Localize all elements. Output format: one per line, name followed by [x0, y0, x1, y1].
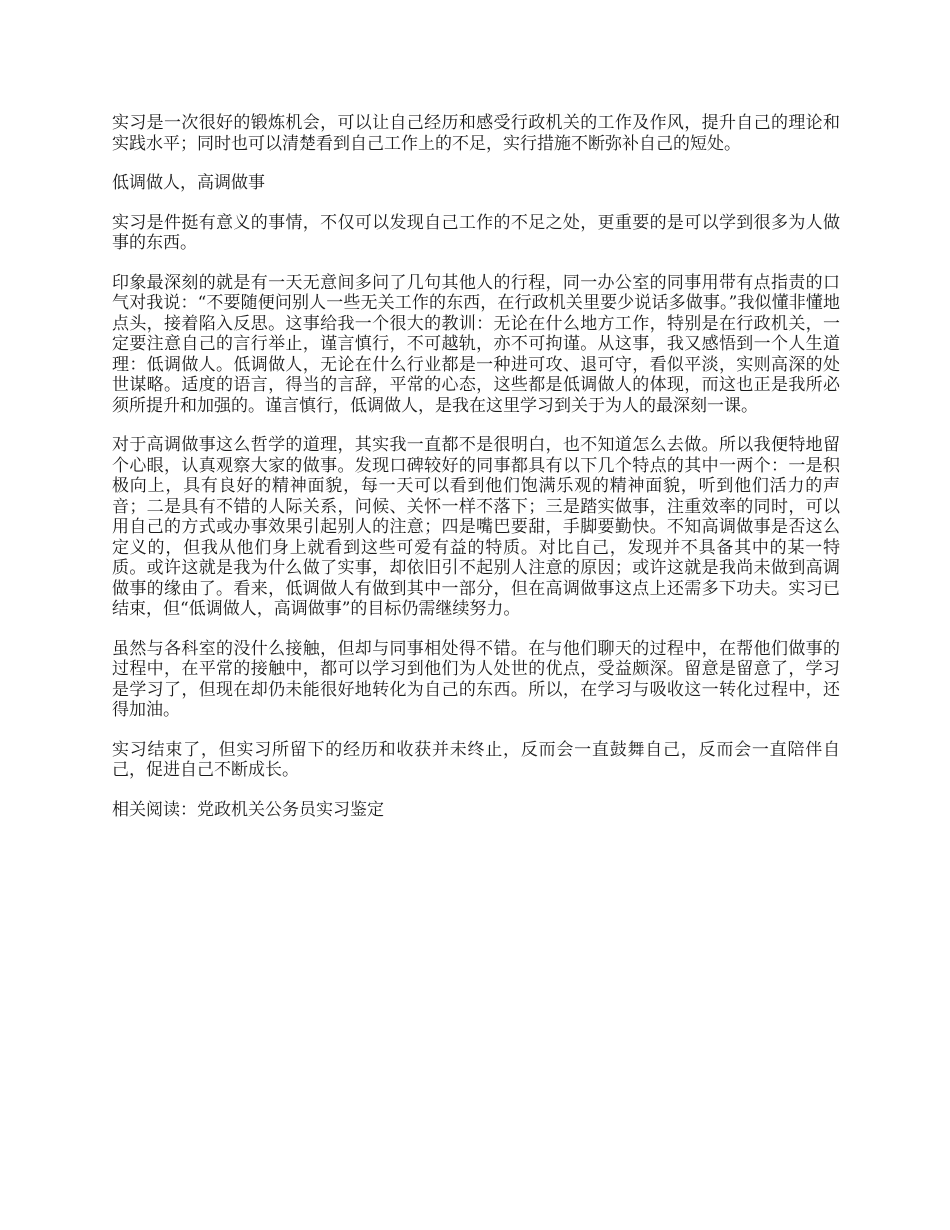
paragraph-low-profile: 印象最深刻的就是有一天无意间多问了几句其他人的行程，同一办公室的同事用带有点指责的口气对我说：“不要随便问别人一些无关工作的东西，在行政机关里要少说话多做事。”我似懂非懂地点头，接着陷入反思。这事给我一个很大的教训：无论在什么地方工作，特别是在行政机关，一定要注意自己的言行举止，谨言慎行，不可越轨，亦不可拘谨。从这事，我又感悟到一个人生道理：低调做人。低调做人，无论在什么行业都是一种进可攻、退可守，看似平淡，实则高深的处世谋略。适度的语言，得当的言辞，平常的心态，这些都是低调做人的体现，而这也正是我所必须所提升和加强的。谨言慎行，低调做人，是我在这里学习到关于为人的最深刻一课。	[112, 272, 840, 416]
section-heading: 低调做人，高调做事	[112, 173, 265, 193]
paragraph-colleagues: 虽然与各科室的没什么接触，但却与同事相处得不错。在与他们聊天的过程中，在帮他们做事的过程中，在平常的接触中，都可以学习到他们为人处世的优点，受益颇深。留意是留意了，学习是学习了，但现在却仍未能很好地转化为自己的东西。所以，在学习与吸收这一转化过程中，还得加油。	[112, 638, 840, 720]
document-body	[112, 113, 840, 820]
paragraph-intro: 实习是一次很好的锻炼机会，可以让自己经历和感受行政机关的工作及作风，提升自己的理论和实践水平；同时也可以清楚看到自己工作上的不足，实行措施不断弥补自己的短处。	[112, 113, 840, 154]
paragraph-meaning: 实习是件挺有意义的事情，不仅可以发现自己工作的不足之处，更重要的是可以学到很多为人做事的东西。	[112, 212, 840, 253]
paragraph-high-profile: 对于高调做事这么哲学的道理，其实我一直都不是很明白，也不知道怎么去做。所以我便特地留个心眼，认真观察大家的做事。发现口碑较好的同事都具有以下几个特点的其中一两个：一是积极向上，具有良好的精神面貌，每一天可以看到他们饱满乐观的精神面貌，听到他们活力的声音；二是具有不错的人际关系，问候、关怀一样不落下；三是踏实做事，注重效率的同时，可以用自己的方式或办事效果引起别人的注意；四是嘴巴要甜，手脚要勤快。不知高调做事是否这么定义的，但我从他们身上就看到这些可爱有益的特质。对比自己，发现并不具备其中的某一特质。或许这就是我为什么做了实事，却依旧引不起别人注意的原因；或许这就是我尚未做到高调做事的缘由了。看来，低调做人有做到其中一部分，但在高调做事这点上还需多下功夫。实习已结束，但“低调做人，高调做事”的目标仍需继续努力。	[112, 435, 840, 619]
related-reading: 相关阅读：党政机关公务员实习鉴定	[112, 799, 384, 820]
paragraph-conclusion: 实习结束了，但实习所留下的经历和收获并未终止，反而会一直鼓舞自己，反而会一直陪伴自己，促进自己不断成长。	[112, 739, 840, 780]
